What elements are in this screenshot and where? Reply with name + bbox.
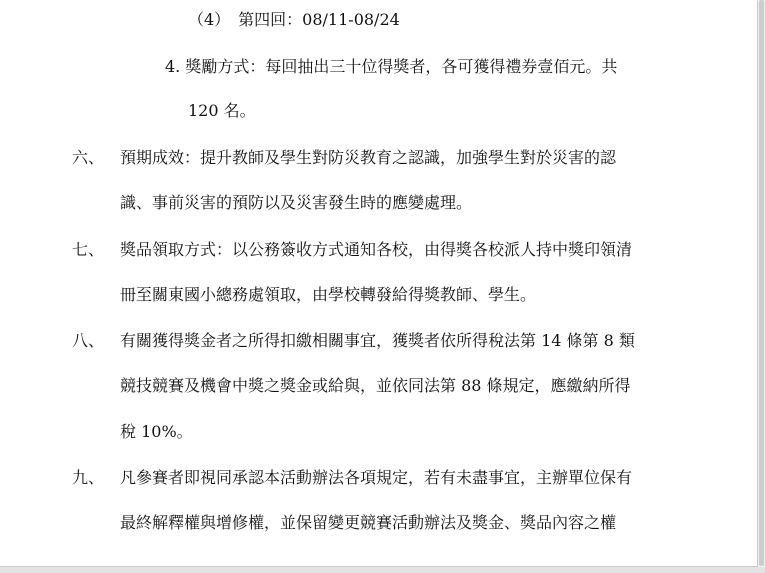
- section-9-line-2: 最終解釋權與增修權，並保留變更競賽活動辦法及獎金、獎品內容之權: [120, 513, 617, 532]
- round4-line: （4） 第四回：08/11-08/24: [188, 10, 400, 29]
- section-number-8: 八、: [72, 331, 105, 350]
- section-number-7: 七、: [72, 240, 105, 259]
- section-8-line-1: 有關獲得獎金者之所得扣繳相關事宜，獲獎者依所得稅法第 14 條第 8 類: [120, 331, 635, 350]
- page-bottom-gap: [0, 567, 765, 573]
- section-9-line-1: 凡參賽者即視同承認本活動辦法各項規定，若有未盡事宜，主辦單位保有: [120, 468, 633, 487]
- section-6-line-2: 識、事前災害的預防以及災害發生時的應變處理。: [120, 193, 473, 212]
- section-number-6: 六、: [72, 148, 105, 167]
- section-8-line-3: 稅 10%。: [120, 422, 193, 441]
- section-number-9: 九、: [72, 468, 105, 487]
- section-7-line-2: 冊至關東國小總務處領取，由學校轉發給得獎教師、學生。: [120, 285, 537, 304]
- vertical-scrollbar[interactable]: [758, 0, 765, 573]
- item4-line-1: 4. 獎勵方式：每回抽出三十位得獎者，各可獲得禮券壹佰元。共: [165, 57, 618, 76]
- section-7-line-1: 獎品領取方式：以公務簽收方式通知各校，由得獎各校派人持中獎印領清: [120, 240, 633, 259]
- scrollbar-thumb[interactable]: [759, 0, 764, 566]
- section-8-line-2: 競技競賽及機會中獎之獎金或給與，並依同法第 88 條規定，應繳納所得: [120, 376, 631, 395]
- section-6-line-1: 預期成效：提升教師及學生對防災教育之認識，加強學生對於災害的認: [120, 148, 617, 167]
- item4-line-2: 120 名。: [188, 101, 256, 120]
